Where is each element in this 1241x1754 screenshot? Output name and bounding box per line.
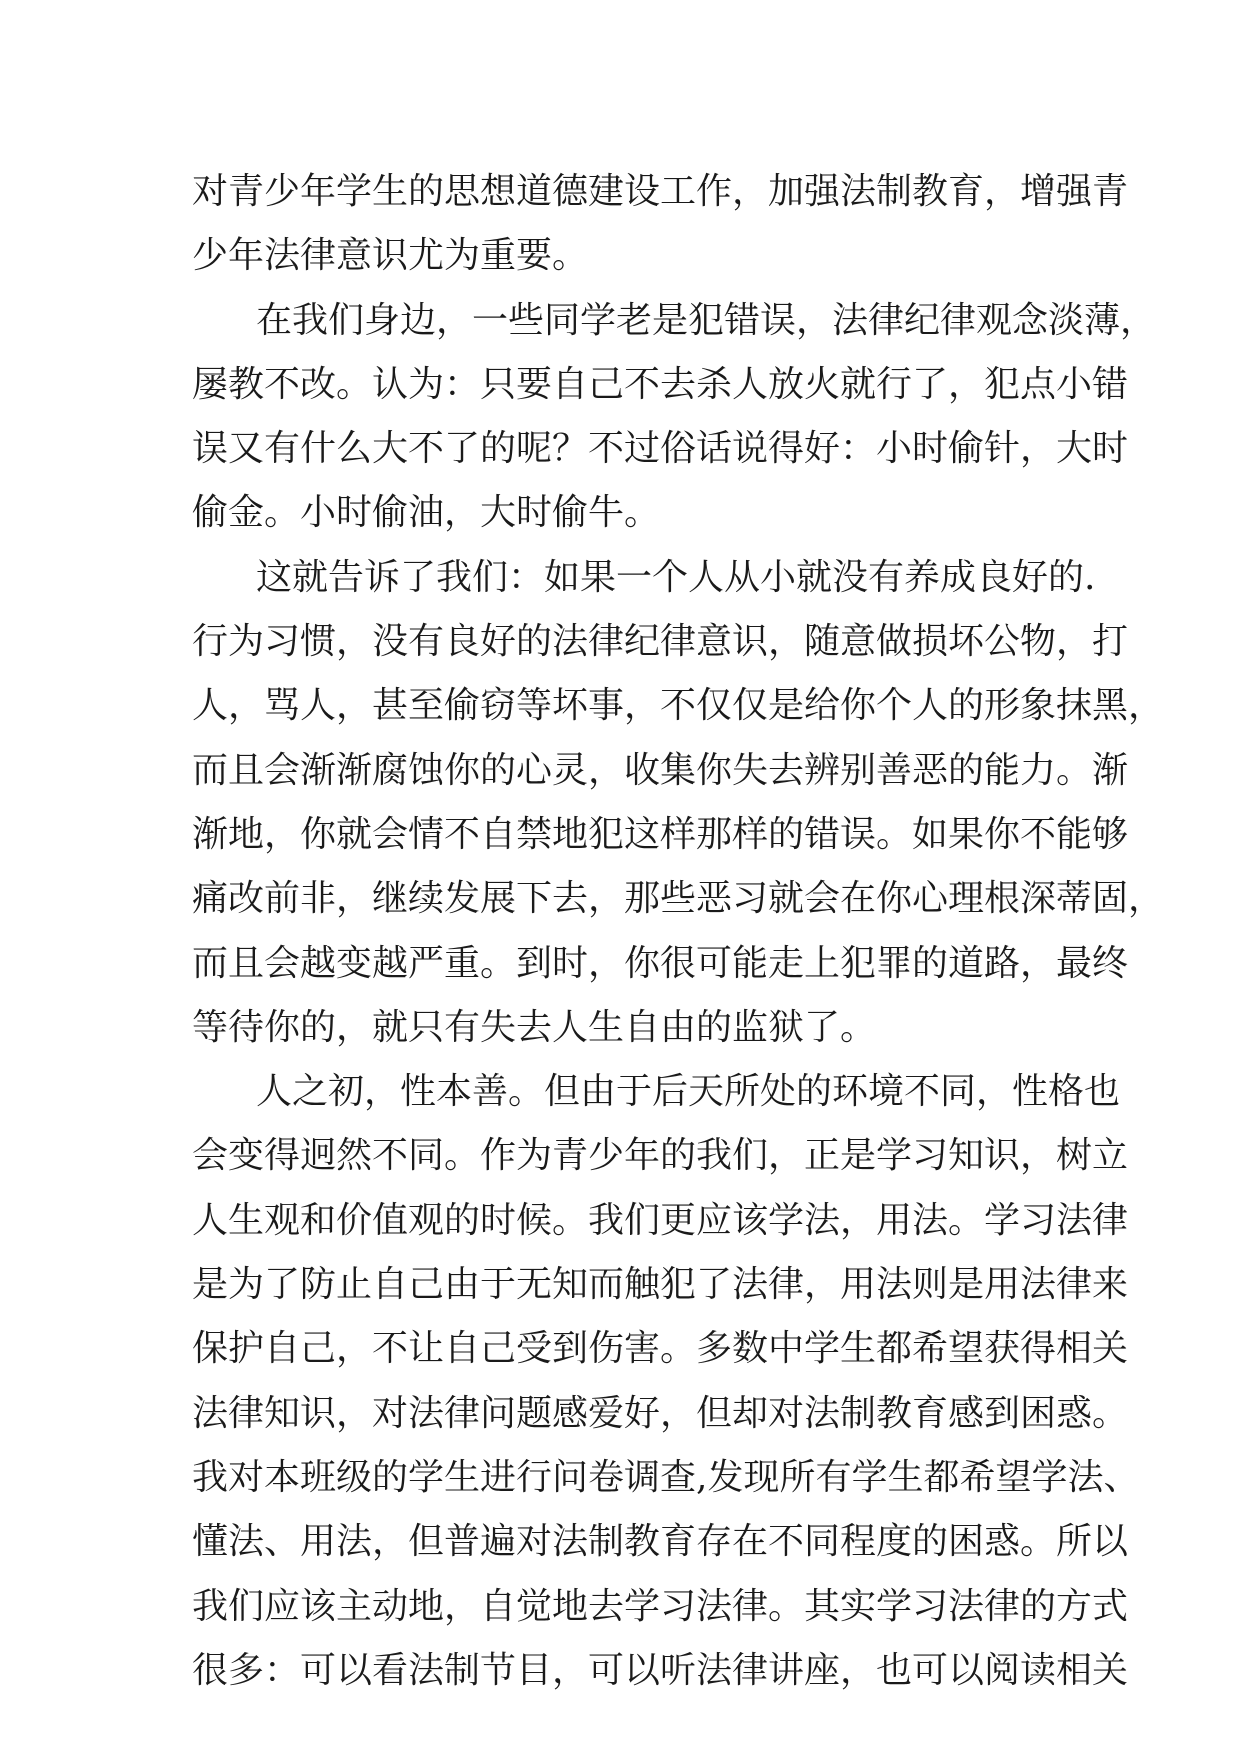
text-line: 行为习惯，没有良好的法律纪律意识，随意做损坏公物，打 [192,621,1129,663]
text-line: 人，骂人，甚至偷窃等坏事，不仅仅是给你个人的形象抹黑， [192,685,1165,727]
text-line: 而且会渐渐腐蚀你的心灵，收集你失去辨别善恶的能力。渐 [192,749,1129,791]
text-line: 渐地，你就会情不自禁地犯这样那样的错误。如果你不能够 [192,813,1129,855]
text-line: 等待你的，就只有失去人生自由的监狱了。 [192,1006,877,1048]
text-line: 法律知识，对法律问题感爱好，但却对法制教育感到困惑。 [192,1392,1129,1434]
text-line: 很多：可以看法制节目，可以听法律讲座，也可以阅读相关 [192,1649,1129,1691]
text-line: 我们应该主动地，自觉地去学习法律。其实学习法律的方式 [192,1585,1129,1627]
text-line: 误又有什么大不了的呢？不过俗话说得好：小时偷针，大时 [192,428,1129,470]
text-line: 偷金。小时偷油，大时偷牛。 [192,492,661,534]
text-line: 懂法、用法，但普遍对法制教育存在不同程度的困惑。所以 [192,1521,1129,1563]
text-line: 在我们身边，一些同学老是犯错误，法律纪律观念淡薄， [256,299,1157,341]
text-line: 会变得迥然不同。作为青少年的我们，正是学习知识，树立 [192,1135,1129,1177]
text-line: 少年法律意识尤为重要。 [192,235,589,277]
document-body [192,160,1165,1703]
text-line: 保护自己，不让自己受到伤害。多数中学生都希望获得相关 [192,1328,1129,1370]
text-line: 痛改前非，继续发展下去，那些恶习就会在你心理根深蒂固， [192,878,1165,920]
text-line: 这就告诉了我们：如果一个人从小就没有养成良好的. [256,556,1096,598]
text-line: 人之初，性本善。但由于后天所处的环境不同，性格也 [256,1071,1121,1113]
text-line: 对青少年学生的思想道德建设工作，加强法制教育，增强青 [192,171,1129,212]
text-line: 我对本班级的学生进行问卷调查,发现所有学生都希望学法、 [192,1456,1140,1498]
text-line: 是为了防止自己由于无知而触犯了法律，用法则是用法律来 [192,1264,1129,1306]
text-line: 屡教不改。认为：只要自己不去杀人放火就行了，犯点小错 [192,363,1129,405]
text-line: 人生观和价值观的时候。我们更应该学法，用法。学习法律 [192,1199,1129,1241]
text-line: 而且会越变越严重。到时，你很可能走上犯罪的道路，最终 [192,942,1129,984]
